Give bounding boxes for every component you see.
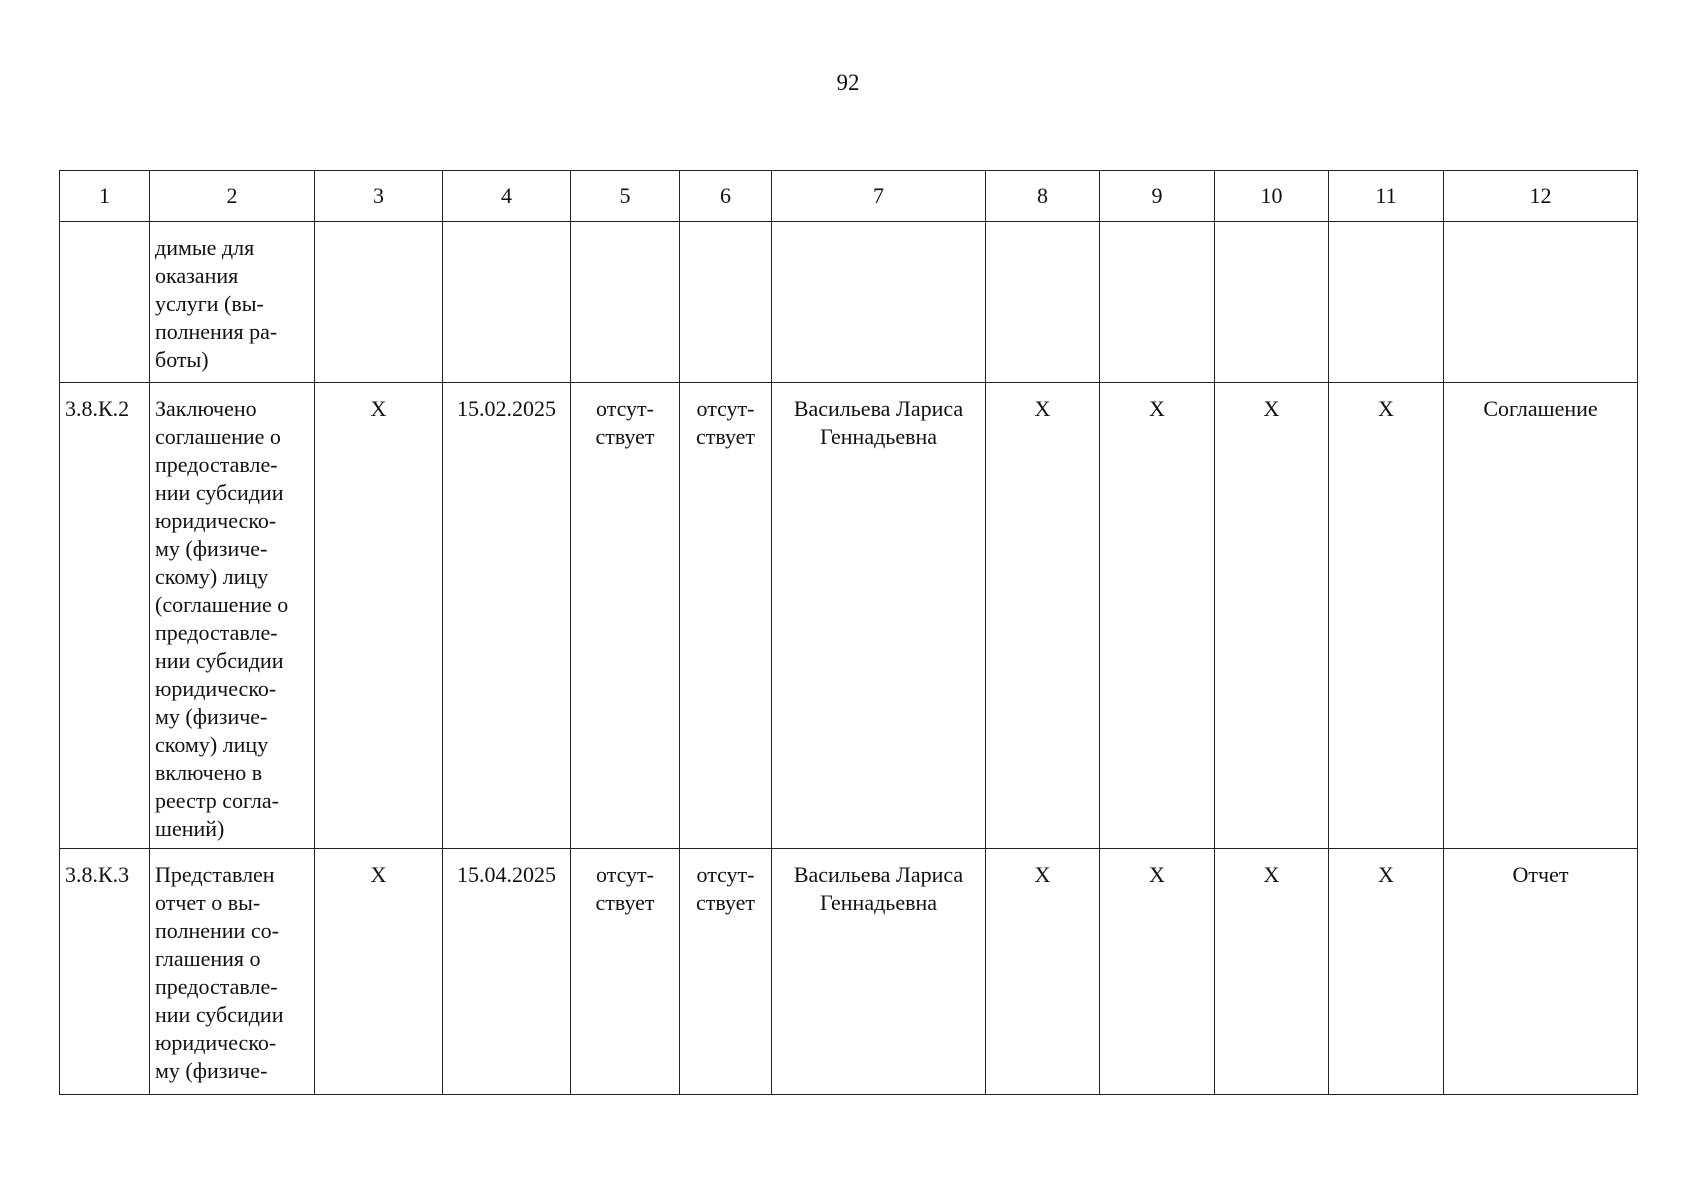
table-cell: X: [1100, 849, 1215, 1095]
table-cell: [1329, 222, 1444, 383]
column-header: 3: [315, 171, 443, 222]
responsible-person-cell: Васильева Лариса Геннадьевна: [772, 849, 986, 1095]
table-cell: X: [315, 383, 443, 849]
column-header: 10: [1215, 171, 1329, 222]
date-cell: 15.02.2025: [443, 383, 571, 849]
table-cell: [571, 222, 680, 383]
document-type-cell: Отчет: [1444, 849, 1638, 1095]
table-cell: X: [1329, 849, 1444, 1095]
table-cell: X: [1215, 849, 1329, 1095]
table-cell: [1444, 222, 1638, 383]
row-number-cell: 3.8.К.3: [60, 849, 150, 1095]
date-cell: 15.04.2025: [443, 849, 571, 1095]
table-cell: отсут- ствует: [571, 849, 680, 1095]
event-description-cell: Представлен отчет о вы- полнении со- глашения о предоставле- нии субсидии юридическо- му (физиче-: [150, 849, 315, 1095]
table-header-row: [60, 171, 1638, 222]
table-cell: отсут- ствует: [571, 383, 680, 849]
table-cell: X: [1215, 383, 1329, 849]
column-header: 8: [986, 171, 1100, 222]
column-header: 6: [680, 171, 772, 222]
table-cell: [772, 222, 986, 383]
event-description-cell: димые для оказания услуги (вы- полнения ра- боты): [150, 222, 315, 383]
table-cell: [1100, 222, 1215, 383]
table-cell: X: [1329, 383, 1444, 849]
table-cell: отсут- ствует: [680, 849, 772, 1095]
table-cell: отсут- ствует: [680, 383, 772, 849]
column-header: 1: [60, 171, 150, 222]
row-number-cell: [60, 222, 150, 383]
event-description-cell: Заключено соглашение о предоставле- нии субсидии юридическо- му (физиче- скому) лицу (соглашение о предоставле- нии субсидии юридическо- му (физиче- скому) лицу включено в реестр согла- шений): [150, 383, 315, 849]
table-row: [60, 849, 1638, 1095]
column-header: 12: [1444, 171, 1638, 222]
table-cell: [443, 222, 571, 383]
row-number-cell: 3.8.К.2: [60, 383, 150, 849]
table-cell: X: [986, 383, 1100, 849]
table-cell: X: [1100, 383, 1215, 849]
column-header: 2: [150, 171, 315, 222]
table-row: [60, 383, 1638, 849]
document-type-cell: Соглашение: [1444, 383, 1638, 849]
responsible-person-cell: Васильева Лариса Геннадьевна: [772, 383, 986, 849]
table-cell: [680, 222, 772, 383]
column-header: 7: [772, 171, 986, 222]
table-cell: X: [315, 849, 443, 1095]
table-cell: [1215, 222, 1329, 383]
table-cell: [986, 222, 1100, 383]
column-header: 9: [1100, 171, 1215, 222]
column-header: 11: [1329, 171, 1444, 222]
control-points-table: [59, 170, 1638, 1095]
page-number: 92: [836, 70, 860, 95]
table-cell: X: [986, 849, 1100, 1095]
column-header: 4: [443, 171, 571, 222]
table-cell: [315, 222, 443, 383]
column-header: 5: [571, 171, 680, 222]
table-row: [60, 222, 1638, 383]
